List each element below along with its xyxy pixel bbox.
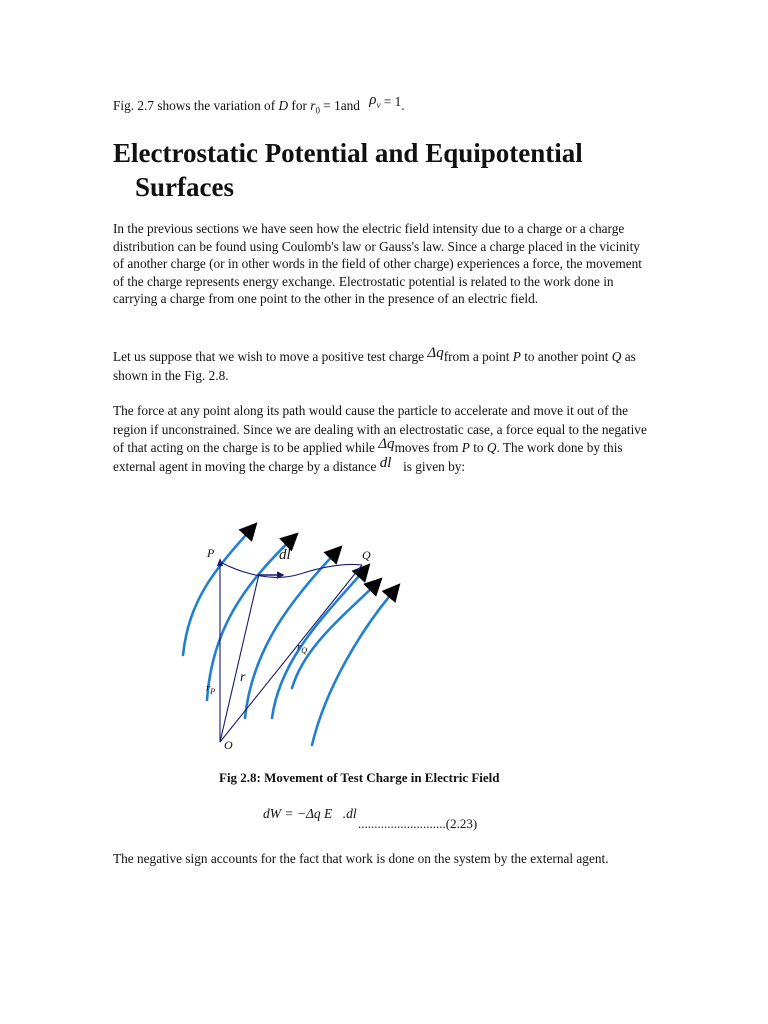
field-line bbox=[292, 580, 380, 688]
label-rq-sub: Q bbox=[301, 646, 308, 656]
label-p: P bbox=[207, 546, 215, 560]
intro-text: Fig. 2.7 shows the variation of bbox=[113, 98, 276, 113]
paragraph-intro: In the previous sections we have seen how the electric field intensity due to a charge or a charge distribution can be found using Coulomb's law or Gauss's law. Since a charge placed in the vicinity of another charge (or in other words in the field of other charge) experiences a force, the movement of the charge represents energy exchange. Electrostatic potential is related to the work done in carrying a charge from one point to the other in the presence of an electric field. bbox=[113, 221, 642, 306]
label-rp bbox=[206, 682, 215, 696]
title-line-1: Electrostatic Potential and Equipotential bbox=[113, 138, 583, 168]
intro-period: . bbox=[401, 98, 405, 113]
symbol-r-sub: 0 bbox=[315, 105, 320, 116]
symbol-p: P bbox=[512, 349, 521, 364]
symbol-q: Q bbox=[611, 349, 622, 364]
label-rp-sub: P bbox=[210, 687, 216, 697]
symbol-r: r bbox=[310, 98, 316, 113]
figure-caption: Fig 2.8: Movement of Test Charge in Electric Field bbox=[219, 770, 500, 785]
field-line bbox=[312, 586, 398, 745]
title-line-2: Surfaces bbox=[135, 172, 234, 202]
path-geometry bbox=[220, 562, 362, 742]
symbol-dl: dl⃗ bbox=[379, 454, 404, 471]
p3-text-d: . The work done by this external agent in moving the charge by a distance bbox=[113, 440, 623, 474]
equation-dw: dW = −Δq E⃗.dl⃗ bbox=[263, 806, 368, 821]
rho-sub: v bbox=[376, 100, 381, 110]
p3-text-a: The force at any point along its path would cause the particle to accelerate and move it out of the region if unconstrained. Since we are dealing with an electrostatic case, a force equal to the negative of that acting on the charge is to be applied while bbox=[113, 403, 647, 455]
symbol-d: D bbox=[278, 98, 289, 113]
radius-rq-line bbox=[220, 565, 362, 742]
p3-text-e: is given by: bbox=[403, 458, 466, 474]
label-rq bbox=[297, 641, 307, 655]
intro-and: and bbox=[340, 98, 360, 113]
paragraph-negative-sign: The negative sign accounts for the fact that work is done on the system by the external agent. bbox=[113, 851, 609, 866]
label-rq-r: r bbox=[297, 641, 302, 653]
p2-text-c: to another point bbox=[524, 349, 609, 364]
symbol-p-2: P bbox=[461, 440, 470, 455]
p2-text-d: as shown in the Fig. 2.8. bbox=[113, 349, 636, 383]
charge-path-curve bbox=[220, 562, 362, 577]
intro-eq2: = 1 bbox=[383, 94, 402, 109]
label-q: Q bbox=[362, 548, 371, 562]
equation-number: ...........................(2.23) bbox=[358, 816, 478, 831]
p2-text-a: Let us suppose that we wish to move a positive test charge bbox=[113, 349, 425, 364]
symbol-dq: Δq bbox=[427, 345, 444, 361]
symbol-dq-2: Δq bbox=[378, 436, 395, 452]
field-line bbox=[272, 566, 368, 718]
label-dl: dl⃗ bbox=[279, 547, 303, 563]
p2-text-b: from a point bbox=[443, 349, 510, 364]
label-r: r⃗ bbox=[240, 670, 257, 685]
label-rp-r: r bbox=[206, 682, 211, 694]
intro-for: for bbox=[291, 98, 307, 113]
intro-eq1: = 1 bbox=[323, 98, 341, 113]
rho-char: ρ bbox=[369, 92, 377, 108]
label-o: O bbox=[224, 738, 233, 752]
p3-text-b: moves from bbox=[394, 440, 459, 455]
p3-text-c: to bbox=[473, 440, 484, 455]
symbol-q-2: Q bbox=[486, 440, 497, 455]
